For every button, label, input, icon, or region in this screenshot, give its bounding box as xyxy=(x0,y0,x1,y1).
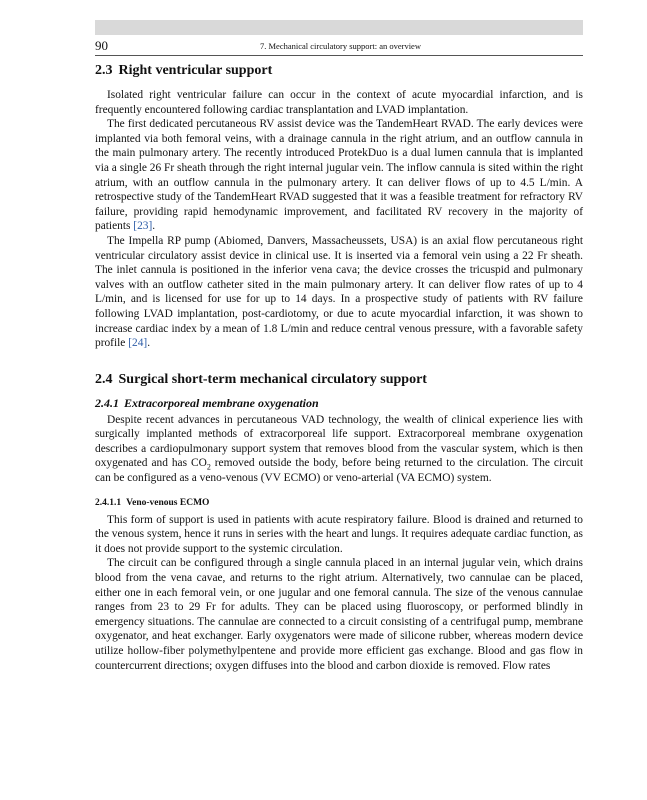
paragraph-end: . xyxy=(147,337,151,350)
paragraph-text: The Impella RP pump (Abiomed, Danvers, Massacheussets, USA) is an axial flow percutaneous right ventricular circulatory assist device in clinical use. It is inserted via a femoral vein using a 22 Fr sheath. The inlet cannula is positioned in the inferior vena cava; the device crosses the tricuspid and pulmonary valves with an outflow catheter sited in the main pulmonary artery. It can deliver flow rates of up to 4 L/min, and is licensed for use for up to 14 days. In a prospective study of patients with RV failure following LVAD implantation, post-cardiotomy, or due to acute myocardial infarction, it was shown to increase cardiac index by a mean of 1.8 L/min and reduce central venous pressure, with a favorable safety profile xyxy=(95,234,583,350)
section-title: Right ventricular support xyxy=(118,63,273,78)
subsection-title: Extracorporeal membrane oxygenation xyxy=(124,395,319,410)
section-number: 2.4 xyxy=(95,371,113,387)
paragraph-text: Despite recent advances in percutaneous VAD technology, the wealth of clinical experience lies with surgically implanted methods of extracorporeal life support. Extracorporeal membrane oxygenation describes a cardiopulmonary support system that removes blood from the vascular system, which is then oxygenated and has CO xyxy=(95,413,583,470)
subsubsection-number: 2.4.1.1 xyxy=(95,497,122,508)
subsubsection-heading-2-4-1-1 xyxy=(95,496,583,510)
paragraph-vv-ecmo-use: This form of support is used in patients with acute respiratory failure. Blood is drained and returned to the venous system, hence it runs in series with the heart and lungs. It requires adequate cardiac function, as it does not provide support to the systemic circulation. xyxy=(95,513,583,555)
paragraph-text-cont: removed outside the body, before being returned to the circulation. The circuit can be configured as a veno-venous (VV ECMO) or veno-arterial (VA ECMO) system. xyxy=(95,457,583,485)
page-content xyxy=(95,62,583,673)
subsubsection-title: Veno-venous ECMO xyxy=(126,497,210,508)
running-title: 7. Mechanical circulatory support: an overview xyxy=(260,41,421,51)
paragraph-ecmo-intro xyxy=(95,413,583,486)
paragraph-impella-rp xyxy=(95,234,583,351)
subscript-2: 2 xyxy=(206,462,211,472)
paragraph-end: . xyxy=(152,220,156,233)
section-heading-2-4 xyxy=(95,371,583,389)
section-number: 2.3 xyxy=(95,63,113,78)
citation-link-24[interactable]: [24] xyxy=(128,337,148,350)
paragraph-tandemheart xyxy=(95,117,583,234)
paragraph-vv-ecmo-circuit: The circuit can be configured through a single cannula placed in an internal jugular vein, which drains blood from the vena cavae, and returns to the right atrium. Alternatively, two cannulae can be placed, either one in each femoral vein, or one jugular and one femoral cannula. The size of the venous cannulae ranges from 23 to 29 Fr for adults. They can be placed using fluoroscopy, or performed blindly in emergency situations. The cannulae are connected to a circuit consisting of a centrifugal pump, membrane oxygenator, and heat exchanger. Early oxygenators were made of silicone rubber, whereas modern device utilize hollow-fiber polymethylpentene and provide more efficient gas exchange. Blood and gas flow in countercurrent directions; oxygen diffuses into the blood and carbon dioxide is removed. Flow rates xyxy=(95,557,583,672)
page-number: 90 xyxy=(95,38,108,53)
paragraph-text: The first dedicated percutaneous RV assist device was the TandemHeart RVAD. The early devices were implanted via both femoral veins, with a drainage cannula in the right atrium, and an outflow cannula in the main pulmonary artery. The recently introduced ProtekDuo is a dual lumen cannula that is implanted via a single 26 Fr sheath through the right internal jugular vein. The inflow cannula is sited within the right atrium, with an outflow cannula in the pulmonary artery. It can deliver flows of up to 4.5 L/min. A retrospective study of the TandemHeart RVAD suggested that it was a feasible treatment for refractory RV failure, providing rapid hemodynamic improvement, and facilitated RV recovery in the majority of patients xyxy=(95,118,583,233)
subsection-number: 2.4.1 xyxy=(95,395,119,410)
header-bar xyxy=(95,20,583,35)
section-heading-2-3 xyxy=(95,62,583,80)
subsection-heading-2-4-1 xyxy=(95,395,583,411)
citation-link-23[interactable]: [23] xyxy=(133,220,153,233)
running-head xyxy=(95,38,583,56)
paragraph-rv-intro: Isolated right ventricular failure can occur in the context of acute myocardial infarction, and is frequently encountered following cardiac transplantation and LVAD implantation. xyxy=(95,89,583,116)
section-title: Surgical short-term mechanical circulatory support xyxy=(118,371,427,387)
